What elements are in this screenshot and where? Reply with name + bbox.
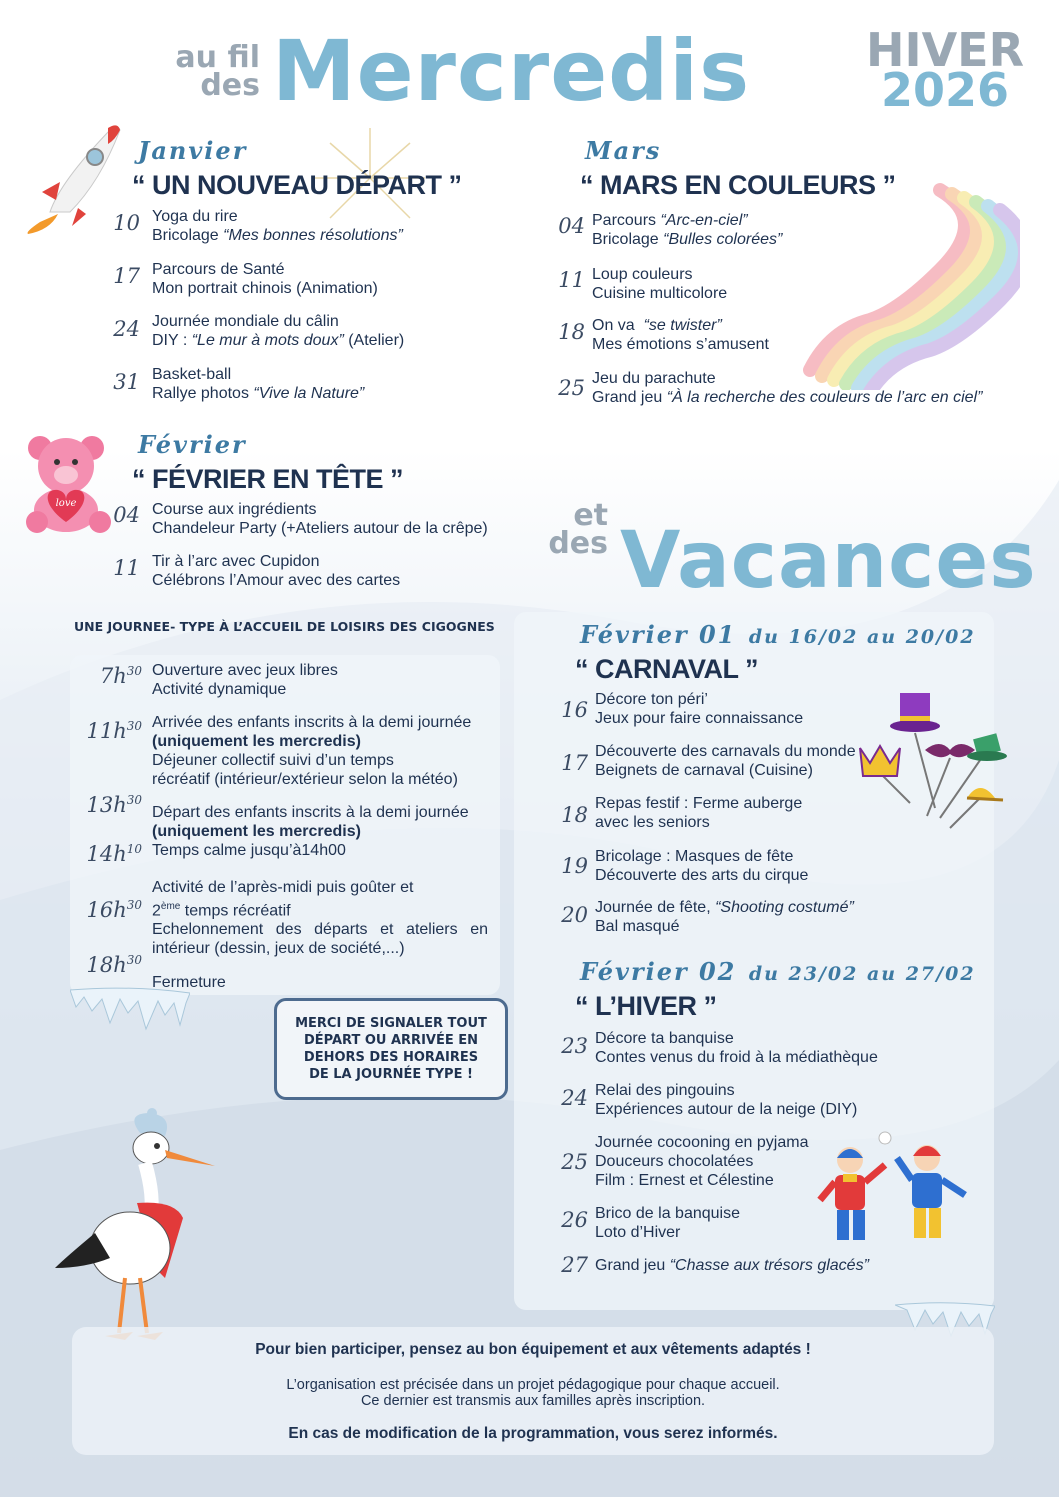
activity-item: Décore ta banquise Contes venus du froid à la médiathèque: [595, 1030, 878, 1066]
footer-panel: [72, 1327, 994, 1455]
journee-heading: UNE JOURNEE- TYPE À L’ACCUEIL DE LOISIRS DES CIGOGNES: [74, 619, 495, 634]
week2-theme: “ L’HIVER ”: [575, 991, 717, 1021]
time-label: $13h^{30}$: [86, 793, 142, 817]
month-fevrier: Février: [138, 430, 247, 459]
activity-line: Parcours “Arc-en-ciel”: [592, 212, 748, 229]
activity-line: DIY : “Le mur à mots doux” (Atelier): [152, 332, 405, 349]
activity-item: Bricolage : Masques de fête Découverte des arts du cirque: [595, 848, 809, 884]
activity-item: [592, 265, 727, 303]
carnival-props-icon: [855, 688, 1015, 833]
week1-theme: “ CARNAVAL ”: [575, 654, 758, 684]
day-number: 24: [113, 317, 140, 341]
header-title: Mercredis: [272, 22, 751, 120]
activity-item: Journée cocooning en pyjama Douceurs chocolatées Film : Ernest et Célestine: [595, 1134, 809, 1189]
activity-item: [152, 312, 404, 350]
activity-line: Cuisine multicolore: [592, 285, 728, 302]
theme-janvier: “ UN NOUVEAU DÉPART ”: [132, 170, 462, 200]
day-number: 18: [558, 320, 585, 344]
schedule-item: Départ des enfants inscrits à la demi journée (uniquement les mercredis): [152, 804, 469, 840]
time-label: $14h^{10}$: [86, 842, 142, 866]
activity-line: Célébrons l’Amour avec des cartes: [152, 572, 401, 589]
month-janvier: Janvier: [138, 136, 248, 165]
time-label: $16h^{30}$: [86, 898, 142, 922]
activity-line: Bricolage “Bulles colorées”: [592, 231, 783, 248]
schedule-item: Temps calme jusqu’à14h00: [152, 842, 346, 859]
activity-line: Jeu du parachute: [592, 370, 716, 387]
vacances-title: Vacances: [620, 516, 1037, 606]
footer-line-3: Ce dernier est transmis aux familles après inscription.: [360, 1393, 706, 1409]
activity-line: Journée mondiale du câlin: [152, 313, 339, 330]
day-number: 23: [561, 1034, 588, 1058]
activity-line: Yoga du rire: [152, 208, 238, 225]
activity-item: Grand jeu “Chasse aux trésors glacés”: [595, 1257, 869, 1274]
day-number: 26: [561, 1208, 588, 1232]
day-number: 25: [561, 1150, 588, 1174]
footer-line-4: En cas de modification de la programmation, vous serez informés.: [288, 1425, 778, 1442]
header-prefix: [170, 40, 260, 103]
week1-header: [580, 620, 976, 649]
schedule-item: Fermeture: [152, 974, 226, 991]
activity-line: On va “se twister”: [592, 317, 722, 334]
month-mars: Mars: [585, 136, 662, 165]
theme-mars: “ MARS EN COULEURS ”: [580, 170, 896, 200]
day-number: 16: [561, 698, 588, 722]
time-label: $11h^{30}$: [86, 719, 142, 743]
activity-item: [152, 365, 364, 403]
time-label: $7h^{30}$: [99, 664, 142, 688]
season-year: 2026: [880, 63, 1010, 117]
activity-line: Chandeleur Party (+Ateliers autour de la crêpe): [152, 520, 488, 537]
day-number: 04: [558, 214, 585, 238]
day-number: 24: [561, 1086, 588, 1110]
day-number: 18: [561, 803, 588, 827]
footer-line-1: Pour bien participer, pensez au bon équipement et aux vêtements adaptés !: [255, 1341, 811, 1358]
week2-header: [580, 957, 976, 986]
activity-line: Course aux ingrédients: [152, 501, 317, 518]
day-number: 17: [113, 264, 140, 288]
activity-item: [152, 260, 378, 298]
activity-item: Découverte des carnavals du monde Beignets de carnaval (Cuisine): [595, 743, 856, 779]
theme-fevrier: “ FÉVRIER EN TÊTE ”: [132, 464, 404, 494]
schedule-item: Activité de l’après-midi puis goûter et 2ème temps récréatif Echelonnement des départs et ateliers en intérieur (dessin, jeux de société,...): [152, 879, 488, 958]
day-number: 11: [113, 556, 140, 580]
activity-line: Tir à l’arc avec Cupidon: [152, 553, 320, 570]
season-badge: [860, 23, 1030, 117]
activity-item: Brico de la banquise Loto d’Hiver: [595, 1205, 740, 1241]
activity-item: [152, 552, 400, 590]
week1-label: Février 01: [580, 620, 737, 649]
time-label: $18h^{30}$: [86, 953, 142, 977]
day-number: 20: [561, 903, 588, 927]
activity-line: Loup couleurs: [592, 266, 693, 283]
activity-line: Mes émotions s’amusent: [592, 336, 769, 353]
activity-item: [152, 207, 403, 245]
schedule-item: Arrivée des enfants inscrits à la demi journée (uniquement les mercredis) Déjeuner collectif suivi d’un temps récréatif (intérieur/extérieur selon la météo): [152, 714, 472, 788]
activity-item: [592, 316, 769, 354]
schedule-item: Ouverture avec jeux libres Activité dynamique: [152, 662, 338, 698]
day-number: 17: [561, 751, 588, 775]
activity-item: Relai des pingouins Expériences autour de la neige (DIY): [595, 1082, 858, 1118]
header-prefix-line1: au fil: [175, 40, 260, 75]
day-number: 25: [558, 376, 585, 400]
activity-line: Parcours de Santé: [152, 261, 285, 278]
activity-item: Repas festif : Ferme auberge avec les seniors: [595, 795, 803, 831]
activity-item: Décore ton péri’ Jeux pour faire connaissance: [595, 691, 804, 727]
day-number: 10: [113, 211, 140, 235]
day-number: 11: [558, 268, 585, 292]
season-label: HIVER: [865, 23, 1025, 77]
day-number: 31: [113, 370, 140, 394]
bear-heart-label: love: [55, 498, 77, 509]
vacances-prefix-line1: et: [573, 498, 608, 533]
week2-label: Février 02: [580, 957, 737, 986]
activity-item: [152, 500, 488, 538]
activity-item: [592, 369, 982, 407]
kids-snow-icon: [815, 1130, 975, 1255]
vacances-prefix-line2: des: [548, 526, 608, 561]
week2-dates: du 23/02 au 27/02: [748, 963, 976, 985]
day-number: 19: [561, 854, 588, 878]
activity-line: Grand jeu “À la recherche des couleurs de l’arc en ciel”: [592, 389, 983, 406]
header-prefix-line2: des: [200, 68, 260, 103]
footer-line-2: L’organisation est précisée dans un projet pédagogique pour chaque accueil.: [286, 1377, 780, 1393]
activity-item: [592, 211, 782, 249]
activity-line: Basket-ball: [152, 366, 232, 383]
notice-box: MERCI DE SIGNALER TOUT DÉPART OU ARRIVÉE EN DEHORS DES HORAIRES DE LA JOURNÉE TYPE !: [274, 998, 508, 1100]
rainbow-icon: [790, 180, 1020, 390]
stork-icon: [55, 1108, 225, 1348]
day-number: 04: [113, 503, 140, 527]
activity-line: Rallye photos “Vive la Nature”: [152, 385, 365, 402]
activity-line: Bricolage “Mes bonnes résolutions”: [152, 227, 403, 244]
icicles-icon: [70, 985, 190, 1035]
activity-line: Mon portrait chinois (Animation): [152, 280, 378, 297]
activity-item: Journée de fête, “Shooting costumé” Bal masqué: [595, 899, 854, 935]
vacances-prefix: [520, 498, 608, 561]
week1-dates: du 16/02 au 20/02: [748, 626, 976, 648]
day-number: 27: [561, 1253, 588, 1277]
